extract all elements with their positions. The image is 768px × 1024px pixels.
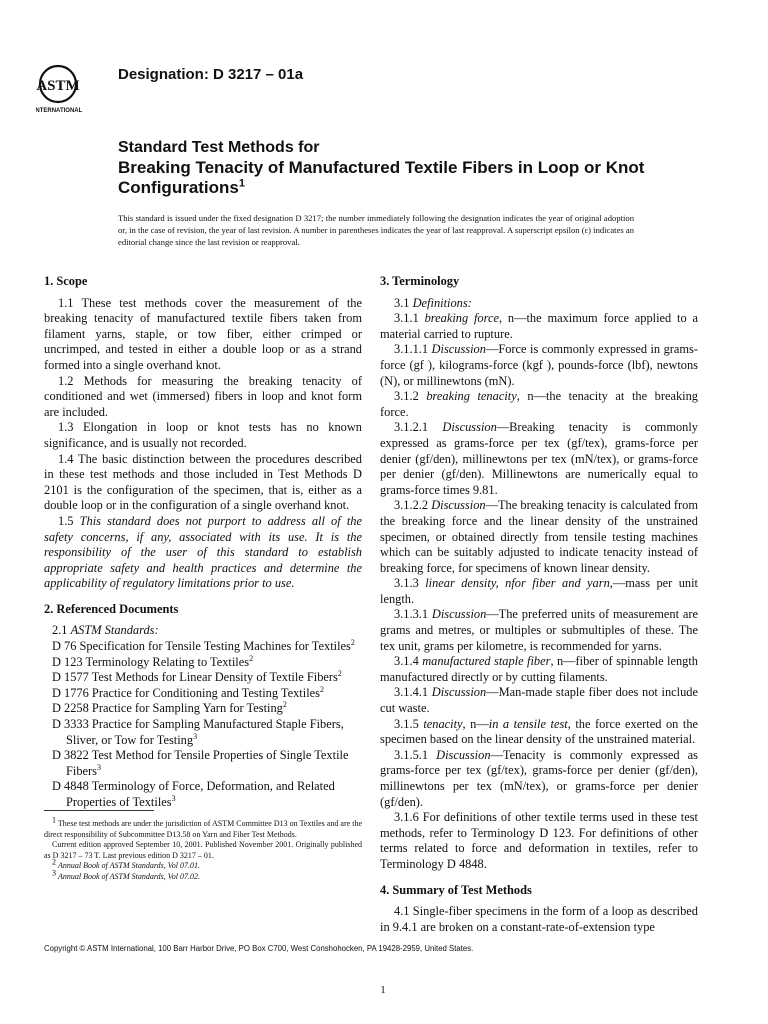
page-number: 1 [380, 984, 386, 996]
paragraph-3-1-1: 3.1.1 breaking force, n—the maximum force applied to a material carried to rupture. [380, 311, 698, 341]
paragraph-1-3: 1.3 Elongation in loop or knot tests has no known significance, and is usually not recorded. [44, 420, 362, 450]
paragraph-1-5: 1.5 This standard does not purport to address all of the safety concerns, if any, associated with its use. It is the responsibility of the user of this standard to establish appropriate safety and health practices and determine the applicability of regulatory limitations prior to use. [44, 513, 362, 591]
copyright-notice: Copyright © ASTM International, 100 Barr Harbor Drive, PO Box C700, West Conshohocken, PA 19428-2959, United States. [44, 944, 474, 953]
reference-item: D 4848 Terminology of Force, Deformation, and Related Properties of Textiles$^3$ [52, 779, 335, 809]
paragraph-3-1-5-1: 3.1.5.1 Discussion—Tenacity is commonly expressed as grams-force per tex (gf/tex), grams-force per denier (gf/den), millinewtons per tex (mN/tex), or grams-force per denier (gf/den). [380, 747, 698, 809]
document-title [118, 138, 718, 198]
left-column [44, 274, 362, 811]
reference-item: D 76 Specification for Tensile Testing Machines for Textiles$^2$ [52, 637, 355, 654]
paragraph-3-1-5: 3.1.5 tenacity, n—in a tensile test, the force exerted on the specimen based on the linear density of the unstrained material. [380, 716, 699, 747]
paragraph-1-2: 1.2 Methods for measuring the breaking tenacity of conditioned and wet (immersed) fibers in loop and knot form are included. [44, 373, 362, 419]
paragraph-1-1: 1.1 These test methods cover the measurement of the breaking tenacity of manufactured textile fibers taken from filament yarns, staple, or tow fiber, either crimped or uncrimped, and tested in either a double loop or as a strand formed into a single overhand knot. [44, 295, 362, 372]
paragraph-3-1-2-1: 3.1.2.1 Discussion—Breaking tenacity is commonly expressed as grams-force per tex (gf/tex), grams-force per denier (gf/den), millinewtons per tex (mN/tex), or grams-force per denier (gf/den). Millinewtons are numerically equal to grams-force times 9.81. [380, 420, 698, 497]
section-heading-terminology: 3. Terminology [380, 274, 460, 288]
paragraph-3-1-3: 3.1.3 linear density, nfor fiber and yarn,—mass per unit length. [380, 576, 698, 606]
paragraph-2-1: 2.1 ASTM Standards: [52, 623, 159, 638]
section-heading-referenced-documents: 2. Referenced Documents [44, 601, 179, 616]
paragraph-3-1-4-1: 3.1.4.1 Discussion—Man-made staple fiber does not include cut waste. [380, 685, 698, 716]
title-line-2: Breaking Tenacity of Manufactured Textile Fibers in Loop or Knot Configurations$^1$ [118, 158, 645, 197]
paragraph-3-1-3-1: 3.1.3.1 Discussion—The preferred units of measurement are grams and metres, or multiples or submultiples of these. The tex unit, grams per kilometre, is recommended for yarns. [380, 607, 698, 653]
paragraph-3-1-2-2: 3.1.2.2 Discussion—The breaking tenacity is calculated from the breaking force and the linear density of the unstrained specimen, or obtained directly from tensile testing machines which can be suitably adjusted to indicate tenacity instead of breaking force, for specimens of known linear density. [380, 498, 698, 575]
reference-item: D 1577 Test Methods for Linear Density of Textile Fibers$^2$ [52, 669, 342, 685]
footnote-3: $^3$ Annual Book of ASTM Standards, Vol 07.02. [52, 868, 200, 881]
footnotes [44, 810, 362, 883]
footnote-2: $^2$ Annual Book of ASTM Standards, Vol 07.01. [52, 857, 200, 871]
designation: Designation: D 3217 – 01a [118, 66, 304, 83]
footnote-1: $^1$ These test methods are under the jurisdiction of ASTM Committee D13 on Textiles and are the direct responsibility of Subcommittee D13.58 on Yarn and Fiber Test Methods. [44, 815, 362, 839]
reference-item: D 2258 Practice for Sampling Yarn for Testing$^2$ [52, 700, 287, 716]
paragraph-3-1-4: 3.1.4 manufactured staple fiber, n—fiber of spinnable length manufactured directly or by cutting filaments. [380, 654, 698, 684]
paragraph-1-4: 1.4 The basic distinction between the procedures described in these test methods and those included in Test Methods D 2101 is the configuration of the specimen, that is, either as a double loop or in the configuration of a single overhand knot. [44, 451, 362, 513]
intro-paragraph: This standard is issued under the fixed designation D 3217; the number immediately following the designation indicates the year of original adoption or, in the case of revision, the year of last revision. A number in parentheses indicates the year of last reapproval. A superscript epsilon (ε) indicates an editorial change since the last revision or reapproval. [118, 213, 634, 247]
svg-text:ASTM: ASTM [36, 78, 80, 94]
paragraph-4-1: 4.1 Single-fiber specimens in the form of a loop as described in 9.4.1 are broken on a constant-rate-of-extension type [380, 904, 698, 934]
paragraph-3-1-2: 3.1.2 breaking tenacity, n—the tenacity at the breaking force. [380, 389, 698, 419]
title-footnote-mark: 1 [238, 177, 246, 190]
paragraph-3-1: 3.1 Definitions: [394, 295, 472, 310]
reference-item: D 3333 Practice for Sampling Manufactured Staple Fibers, Sliver, or Tow for Testing$^3$ [52, 717, 344, 747]
right-column [380, 274, 698, 935]
section-heading-summary: 4. Summary of Test Methods [380, 882, 532, 897]
section-heading-scope: 1. Scope [44, 274, 88, 288]
reference-item: D 1776 Practice for Conditioning and Testing Textiles$^2$ [52, 684, 324, 700]
paragraph-3-1-6: 3.1.6 For definitions of other textile terms used in these test methods, refer to Terminology D 123. For definitions of other terms related to force and deformation in textiles, refer to Terminology D 4848. [380, 810, 698, 871]
svg-text:INTERNATIONAL: INTERNATIONAL [36, 108, 83, 114]
title-line-1: Standard Test Methods for [118, 139, 320, 156]
reference-item: D 3822 Test Method for Tensile Properties of Single Textile Fibers$^3$ [52, 748, 349, 778]
footnote-1-edition: Current edition approved September 10, 2001. Published November 2001. Originally published as D 3217 – 73 T. Last previous edition D 3217 – 01. [44, 840, 362, 860]
footnote-rule [44, 810, 154, 811]
paragraph-3-1-1-1: 3.1.1.1 Discussion—Force is commonly expressed in grams-force (gf ), kilograms-force (kgf ), pounds-force (lbf), newtons (N), or millinewtons (mN). [380, 342, 698, 388]
reference-item: D 123 Terminology Relating to Textiles$^2$ [52, 653, 254, 669]
astm-logo [36, 60, 110, 116]
